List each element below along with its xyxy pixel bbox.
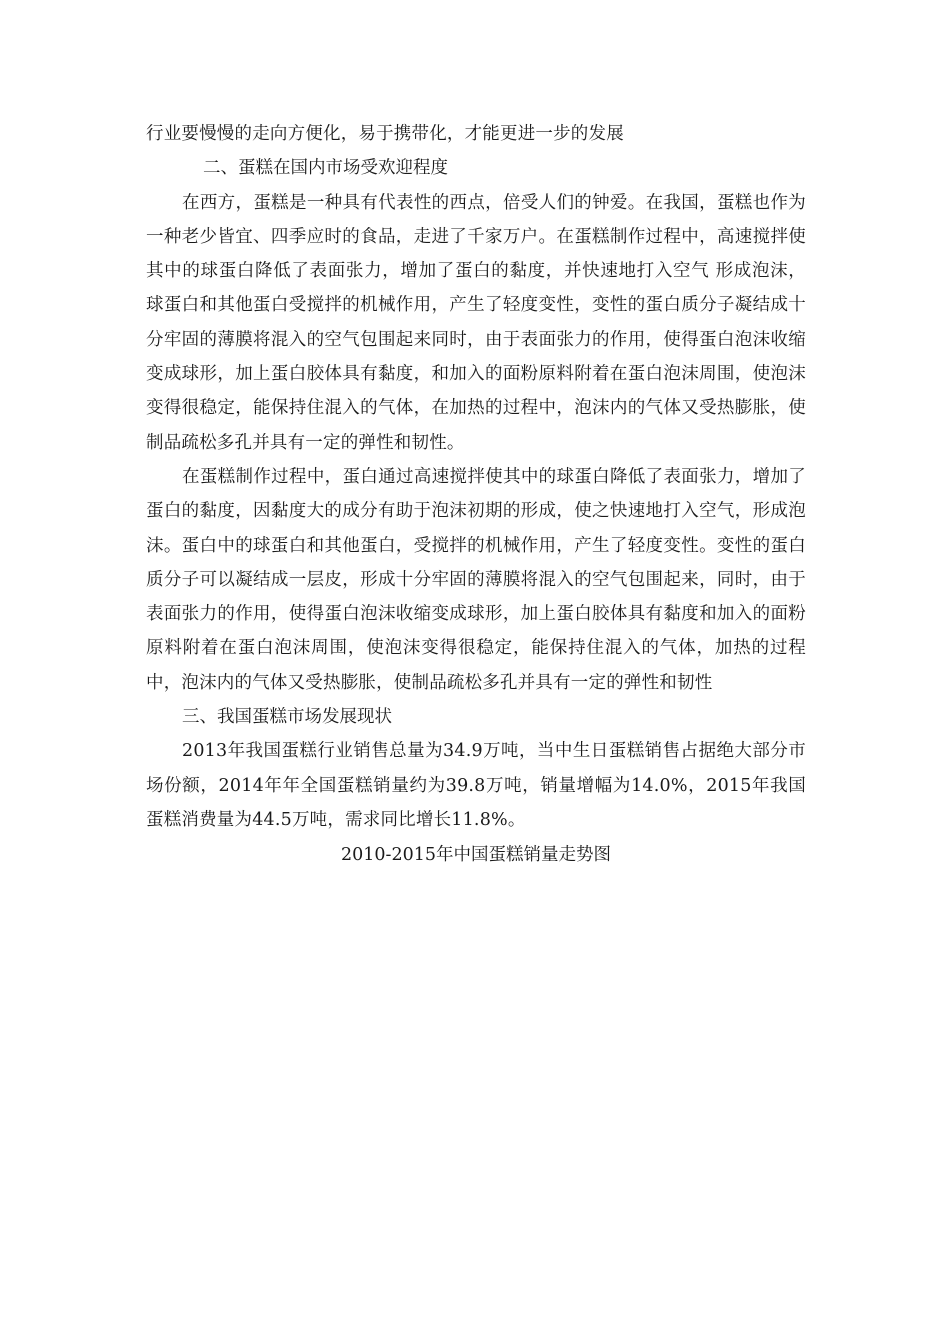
section-heading-3: 三、我国蛋糕市场发展现状 — [182, 707, 392, 728]
body-paragraph-2: 在蛋糕制作过程中，蛋白通过高速搅拌使其中的球蛋白降低了表面张力，增加了蛋白的黏度，因黏度大的成分有助于泡沫初期的形成，使之快速地打入空气，形成泡沫。蛋白中的球蛋白和其他蛋白，受搅拌的机械作用，产生了轻度变性。变性的蛋白质分子可以凝结成一层皮，形成十分牢固的薄膜将混入的空气包围起来，同时，由于表面张力的作用，使得蛋白泡沫收缩变成球形，加上蛋白胶体具有黏度和加入的面粉原料附着在蛋白泡沫周围，使泡沫变得很稳定，能保持住混入的气体，加热的过程中，泡沫内的气体又受热膨胀，使制品疏松多孔并具有一定的弹性和韧性 — [146, 466, 806, 693]
lead-paragraph: 行业要慢慢的走向方便化，易于携带化，才能更进一步的发展 — [146, 124, 624, 144]
body-paragraph-3: 2013年我国蛋糕行业销售总量为34.9万吨，当中生日蛋糕销售占据绝大部分市场份额，2014年年全国蛋糕销量约为39.8万吨，销量增幅为14.0%，2015年我国蛋糕消费量为44.5万吨，需求同比增长11.8%。 — [146, 741, 806, 830]
figure-caption: 2010-2015年中国蛋糕销量走势图 — [341, 845, 611, 866]
document-body — [146, 117, 806, 873]
section-heading-2: 二、蛋糕在国内市场受欢迎程度 — [203, 158, 448, 179]
body-paragraph-1: 在西方，蛋糕是一种具有代表性的西点，倍受人们的钟爱。在我国，蛋糕也作为一种老少皆宜、四季应时的食品，走进了千家万户。在蛋糕制作过程中，高速搅拌使其中的球蛋白降低了表面张力，增加了蛋白的黏度，并快速地打入空气 形成泡沫，球蛋白和其他蛋白受搅拌的机械作用，产生了轻度变性，变性的蛋白质分子凝结成十分牢固的薄膜将混入的空气包围起来同时，由于表面张力的作用，使得蛋白泡沫收缩变成球形，加上蛋白胶体具有黏度，和加入的面粉原料附着在蛋白泡沫周围，使泡沫变得很稳定，能保持住混入的气体，在加热的过程中，泡沫内的气体又受热膨胀，使制品疏松多孔并具有一定的弹性和韧性。 — [146, 192, 806, 453]
